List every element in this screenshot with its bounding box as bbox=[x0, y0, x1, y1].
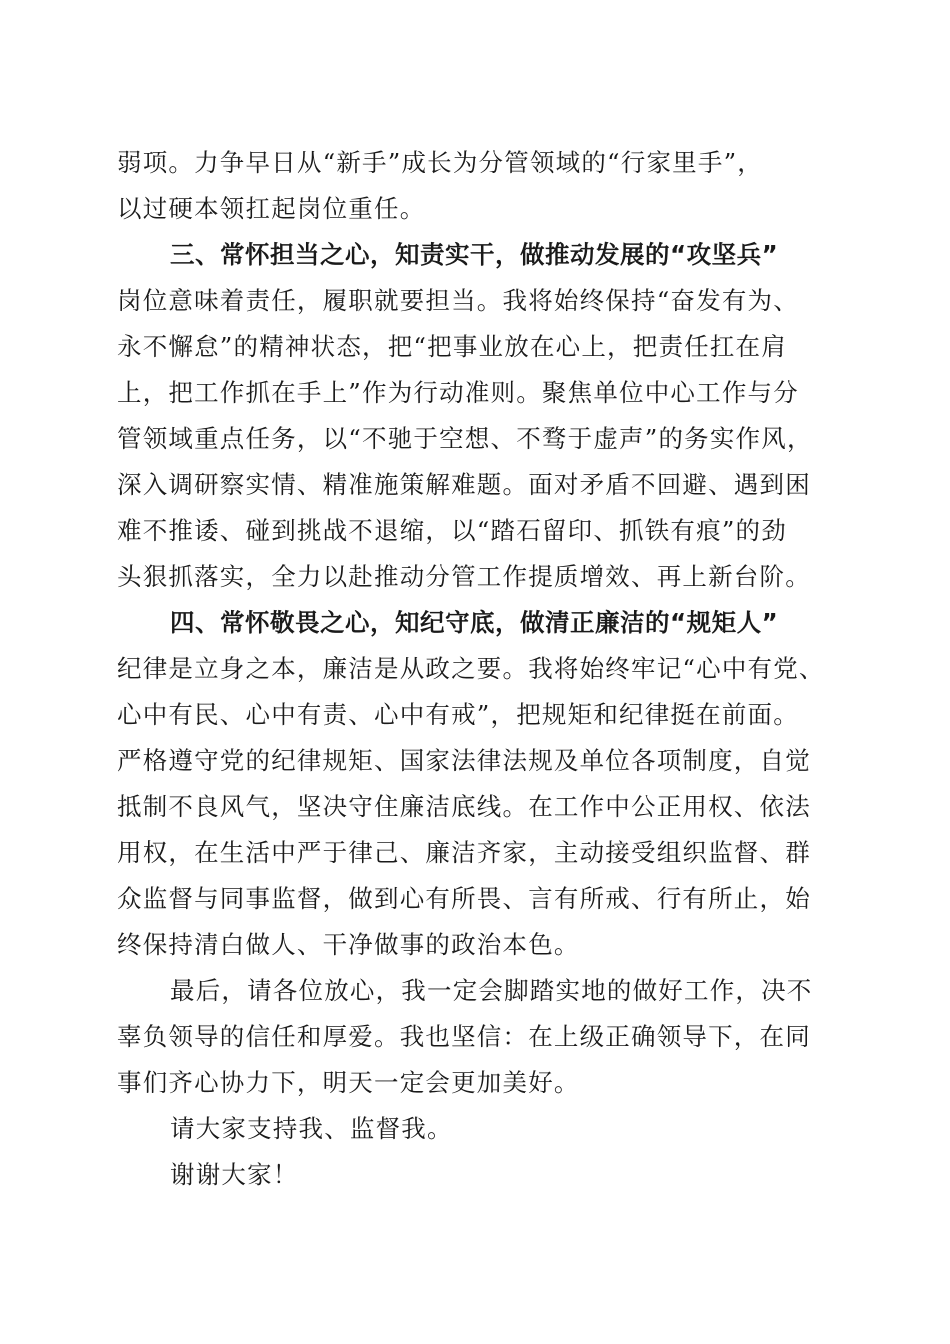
section-3-line-5: 深入调研察实情、精准施策解难题。面对矛盾不回避、遇到困 bbox=[117, 470, 811, 499]
section-3-line-6: 难不推诿、碰到挑战不退缩，以“踏石留印、抓铁有痕”的劲 bbox=[117, 516, 787, 545]
closing-line-1: 最后，请各位放心，我一定会脚踏实地的做好工作，决不 bbox=[170, 976, 813, 1005]
continuation-line-1: 弱项。力争早日从“新手”成长为分管领域的“行家里手”， bbox=[117, 148, 763, 177]
section-4-line-3: 严格遵守党的纪律规矩、国家法律法规及单位各项制度，自觉 bbox=[117, 746, 811, 775]
section-3-line-2: 永不懈怠”的精神状态，把“把事业放在心上，把责任扛在肩 bbox=[117, 332, 787, 361]
section-3-line-1: 岗位意味着责任，履职就要担当。我将始终保持“奋发有为、 bbox=[117, 286, 799, 315]
section-4-line-1: 纪律是立身之本，廉洁是从政之要。我将始终牢记“心中有党、 bbox=[117, 654, 825, 683]
section-4-line-6: 众监督与同事监督，做到心有所畏、言有所戒、行有所止，始 bbox=[117, 884, 811, 913]
continuation-line-2: 以过硬本领扛起岗位重任。 bbox=[117, 194, 426, 223]
section-3-heading: 三、常怀担当之心，知责实干，做推动发展的“攻坚兵” bbox=[170, 240, 779, 269]
section-3-line-7: 头狠抓落实，全力以赴推动分管工作提质增效、再上新台阶。 bbox=[117, 562, 811, 591]
section-4-line-7: 终保持清白做人、干净做事的政治本色。 bbox=[117, 930, 580, 959]
closing-request: 请大家支持我、监督我。 bbox=[170, 1114, 453, 1143]
section-4-line-5: 用权，在生活中严于律己、廉洁齐家，主动接受组织监督、群 bbox=[117, 838, 811, 867]
closing-line-2: 辜负领导的信任和厚爱。我也坚信：在上级正确领导下，在同 bbox=[117, 1022, 811, 1051]
section-4-heading: 四、常怀敬畏之心，知纪守底，做清正廉洁的“规矩人” bbox=[170, 608, 779, 637]
section-4-line-2: 心中有民、心中有责、心中有戒”，把规矩和纪律挺在前面。 bbox=[117, 700, 799, 729]
section-4-line-4: 抵制不良风气，坚决守住廉洁底线。在工作中公正用权、依法 bbox=[117, 792, 811, 821]
closing-thanks: 谢谢大家！ bbox=[170, 1160, 299, 1189]
document-body bbox=[117, 140, 837, 1198]
closing-line-3: 事们齐心协力下，明天一定会更加美好。 bbox=[117, 1068, 580, 1097]
section-3-line-4: 管领域重点任务，以“不驰于空想、不骛于虚声”的务实作风， bbox=[117, 424, 813, 453]
section-3-line-3: 上，把工作抓在手上”作为行动准则。聚焦单位中心工作与分 bbox=[117, 378, 799, 407]
